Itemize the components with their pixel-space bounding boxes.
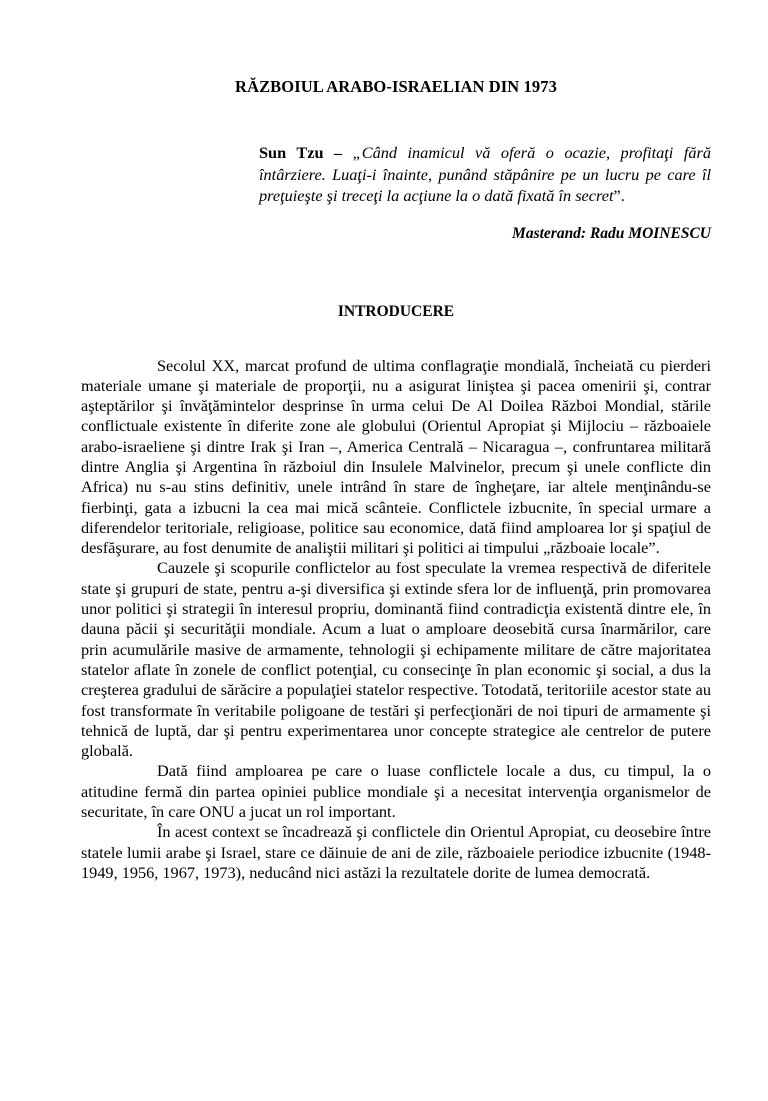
epigraph-quote-end: ”. [613, 186, 625, 205]
document-title: RĂZBOIUL ARABO-ISRAELIAN DIN 1973 [235, 77, 557, 96]
epigraph-author: Sun Tzu – [259, 143, 353, 162]
section-heading: INTRODUCERE [337, 302, 455, 320]
document-page [0, 77, 768, 1101]
paragraph: Dată fiind amploarea pe care o luase conflictele locale a dus, cu timpul, la o atitudine fermă din partea opiniei publice mondiale şi a necesitat intervenţia organismelor de securitate, în care ONU a jucat un rol important. [81, 761, 711, 822]
paragraph: Cauzele şi scopurile conflictelor au fost speculate la vremea respectivă de diferitele state şi grupuri de state, pentru a-şi diversifica şi extinde sfera lor de influenţă, prin promovarea unor politici şi strategii în interesul propriu, dominantă fiind contradicţia existentă dintre ele, în dauna păcii şi securităţii mondiale. Acum a luat o amploare deosebită cursa înarmărilor, care prin acumulările masive de armamente, tehnologii şi echipamente militare de către majoritatea statelor aflate în zonele de conflict potenţial, cu consecinţe în plan economic şi social, a dus la creşterea gradului de sărăcire a populaţiei statelor respective. Totodată, teritoriile acestor state au fost transformate în veritabile poligoane de testări şi perfecţionări de noi tipuri de armamente şi tehnică de luptă, dar şi pentru experimentarea unor concepte strategice ale centrelor de putere globală. [81, 558, 711, 761]
body-text [81, 356, 711, 884]
paragraph: Secolul XX, marcat profund de ultima conflagraţie mondială, încheiată cu pierderi materiale umane şi materiale de proporţii, nu a asigurat liniştea şi pacea omenirii şi, contrar aşteptărilor şi învăţămintelor desprinse în urma celui De Al Doilea Război Mondial, stările conflictuale existente în diferite zone ale globului (Orientul Apropiat şi Mijlociu – războaiele arabo-israeliene şi dintre Irak şi Iran –, America Centrală – Nicaragua –, confruntarea militară dintre Anglia şi Argentina în războiul din Insulele Malvinelor, precum şi unele conflicte din Africa) nu s-au stins definitiv, unele intrând în stare de îngheţare, iar altele menţinându-se fierbinţi, gata a izbucni la cea mai mică scânteie. Conflictele izbucnite, în special urmare a diferendelor teritoriale, religioase, politice sau economice, dată fiind amploarea lor şi spaţiul de desfăşurare, au fost denumite de analiştii militari şi politici ai timpului „războaie locale”. [81, 355, 711, 558]
epigraph-quote: „Când inamicul vă oferă o ocazie, profitaţi fără întârziere. Luaţi-i înainte, punând stăpânire pe un lucru pe care îl preţuieşte şi treceţi la acţiune la o dată fixată în secret [259, 143, 711, 205]
author-byline: Masterand: Radu MOINESCU [512, 224, 711, 242]
paragraph: În acest context se încadrează şi conflictele din Orientul Apropiat, cu deosebire între statele lumii arabe şi Israel, stare ce dăinuie de ani de zile, războaiele periodice izbucnite (1948-1949, 1956, 1967, 1973), neducând nici astăzi la rezultatele dorite de lumea democrată. [81, 822, 711, 882]
epigraph [259, 142, 711, 207]
